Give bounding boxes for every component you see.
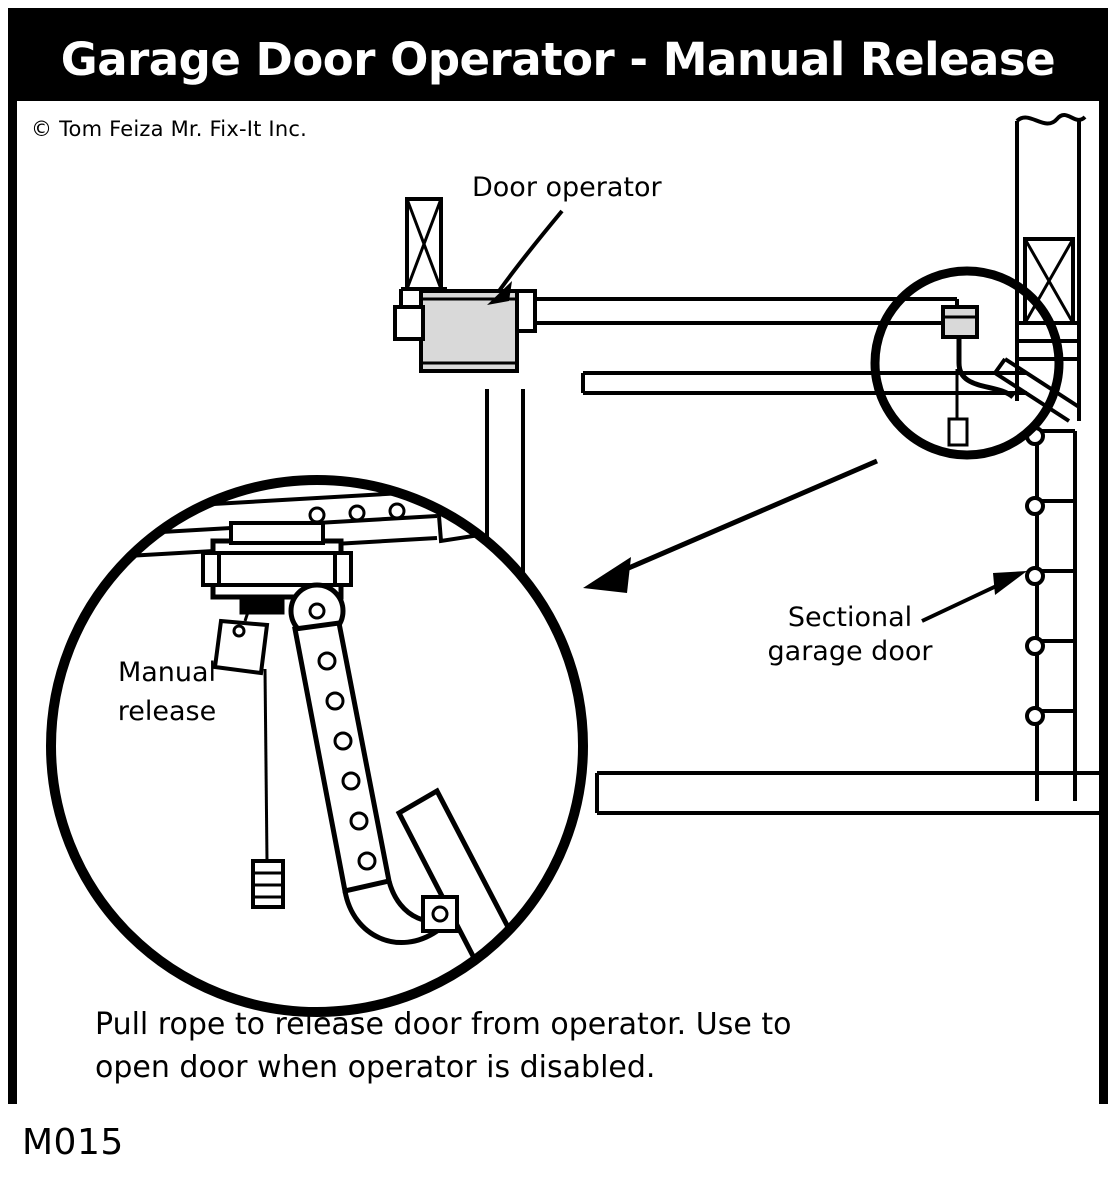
label-manual-release-line2: release [117,696,217,728]
page-title: Garage Door Operator - Manual Release [60,32,1056,86]
caption-line-1: Pull rope to release door from operator. Use to [95,1007,792,1042]
label-door-operator: Door operator [472,172,662,203]
caption-line-2: open door when operator is disabled. [95,1049,656,1085]
label-manual-release [92,653,242,731]
label-sectional-line1: Sectional [787,602,913,633]
detail-magnifier [17,480,583,1041]
caption-text [95,1004,1055,1089]
copyright-notice: © Tom Feiza Mr. Fix-It Inc. [31,117,307,141]
title-bar [17,17,1099,101]
diagram-frame [8,8,1108,1104]
figure-code: M015 [22,1122,124,1163]
diagram-canvas [17,101,1099,1105]
label-sectional-line2: garage door [767,635,933,667]
label-sectional-garage-door [735,601,965,669]
label-manual-release-line1: Manual [117,657,217,688]
